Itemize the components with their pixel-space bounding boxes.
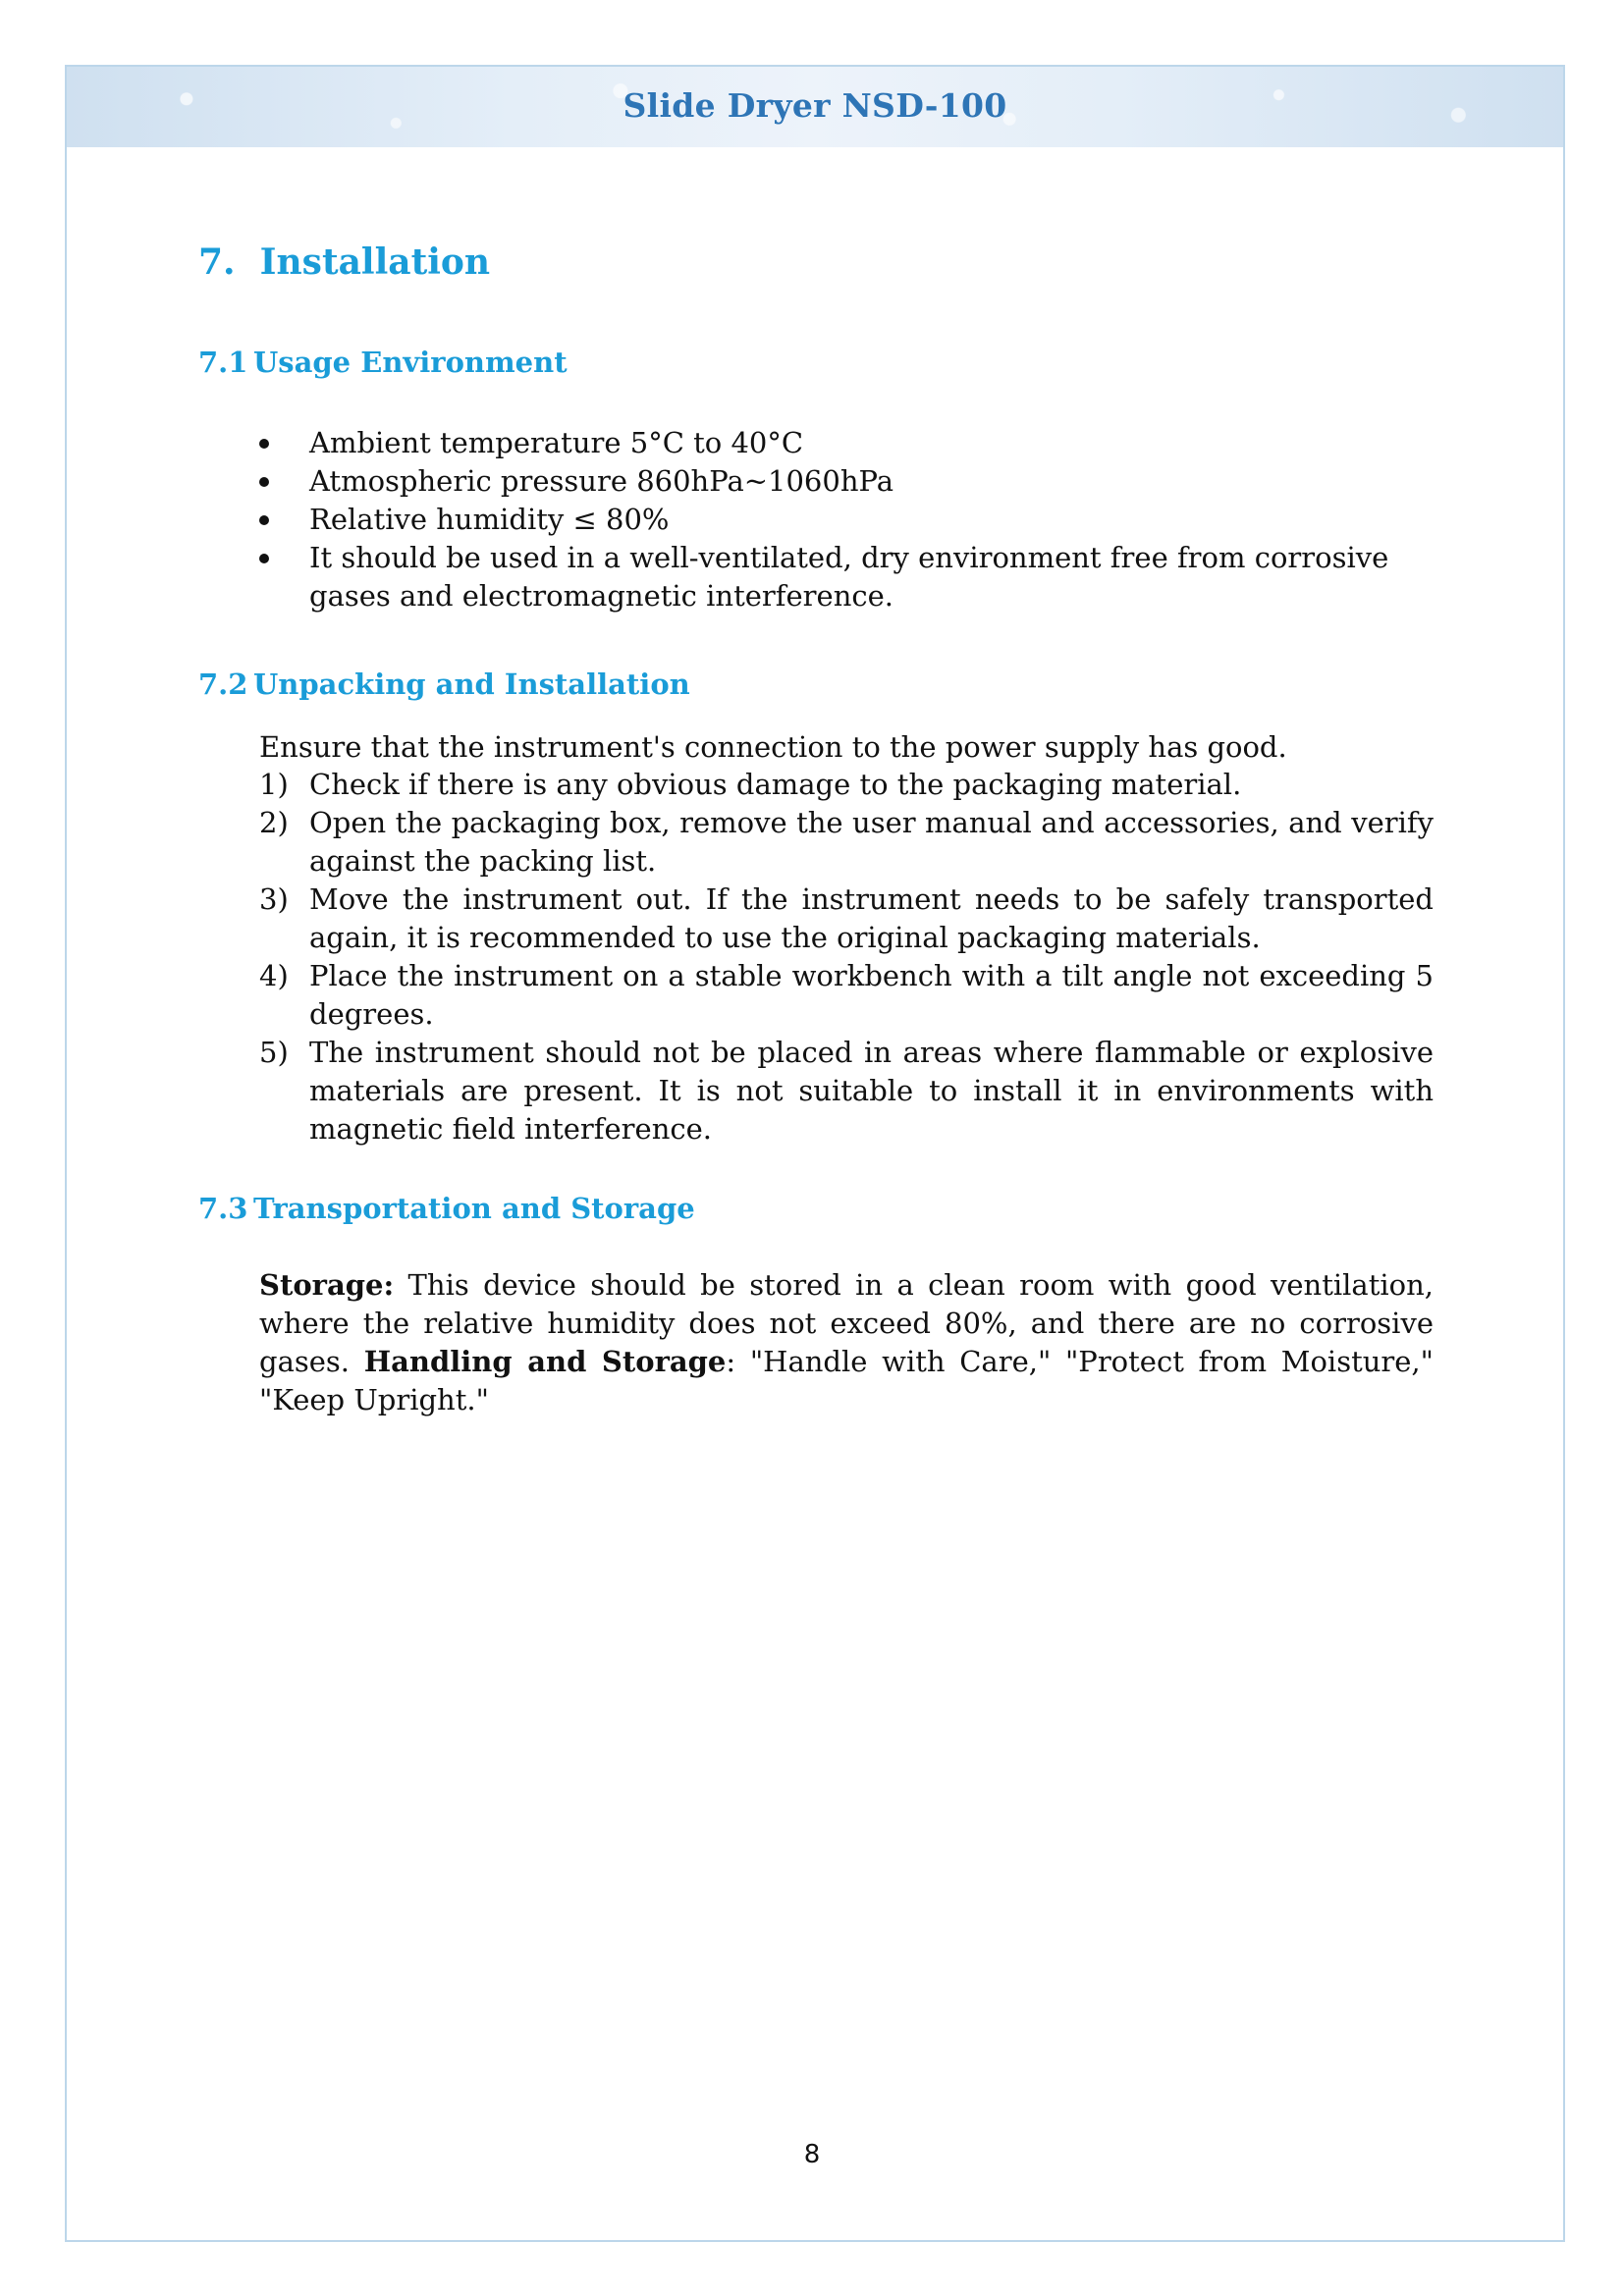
section-title: Installation xyxy=(259,241,491,283)
storage-label: Storage: xyxy=(259,1268,395,1302)
list-item: It should be used in a well-ventilated, dry environment free from corrosive gases and electromagnetic interference. xyxy=(259,539,1434,615)
list-item: Ambient temperature 5°C to 40°C xyxy=(259,424,1434,462)
section-number: 7. xyxy=(198,241,236,283)
bullet-icon xyxy=(259,515,269,525)
list-item: 3) Move the instrument out. If the instrument needs to be safely transported again, it is recommended to use the original packaging materials. xyxy=(259,882,1434,954)
list-item: Relative humidity ≤ 80% xyxy=(259,501,1434,539)
subsection-heading-transport xyxy=(198,1192,695,1225)
subsection-heading-usage xyxy=(198,346,568,379)
bullet-icon xyxy=(259,477,269,487)
subsection-title: Unpacking and Installation xyxy=(253,667,690,701)
list-item: 1) Check if there is any obvious damage to the packaging material. xyxy=(259,768,1242,801)
unpacking-intro: Ensure that the instrument's connection to the power supply has good. xyxy=(259,730,1287,764)
storage-text: This device should be stored in a clean room with good ventilation, where the relative humidity does not exceed 80%, and there are no corrosive gases. xyxy=(259,1268,1434,1378)
list-item: 4) Place the instrument on a stable workbench with a tilt angle not exceeding 5 degrees. xyxy=(259,959,1434,1031)
usage-list xyxy=(259,424,1434,615)
subsection-number: 7.3 xyxy=(198,1192,248,1225)
section-heading xyxy=(198,241,490,283)
page-number: 8 xyxy=(803,2140,821,2169)
storage-paragraph xyxy=(259,1266,1434,1419)
list-item: 5) The instrument should not be placed in areas where flammable or explosive materials are present. It is not suitable to install it in environments with magnetic field interference. xyxy=(259,1036,1434,1146)
subsection-number: 7.1 xyxy=(198,346,248,379)
list-item: Atmospheric pressure 860hPa~1060hPa xyxy=(259,462,1434,501)
bullet-icon xyxy=(259,439,269,449)
unpacking-steps xyxy=(259,766,1434,1148)
document-title: Slide Dryer NSD-100 xyxy=(623,86,1007,125)
list-item: 2) Open the packaging box, remove the user manual and accessories, and verify against the packing list. xyxy=(259,806,1434,878)
handling-label: Handling and Storage xyxy=(363,1345,727,1378)
subsection-title: Usage Environment xyxy=(253,346,568,379)
bullet-icon xyxy=(259,554,269,563)
handling-text: : "Handle with Care," "Protect from Moisture," "Keep Upright." xyxy=(259,1345,1434,1416)
header-banner xyxy=(67,67,1563,147)
subsection-heading-unpacking xyxy=(198,667,690,701)
subsection-number: 7.2 xyxy=(198,667,248,701)
page-border xyxy=(65,65,1565,2242)
subsection-title: Transportation and Storage xyxy=(253,1192,695,1225)
